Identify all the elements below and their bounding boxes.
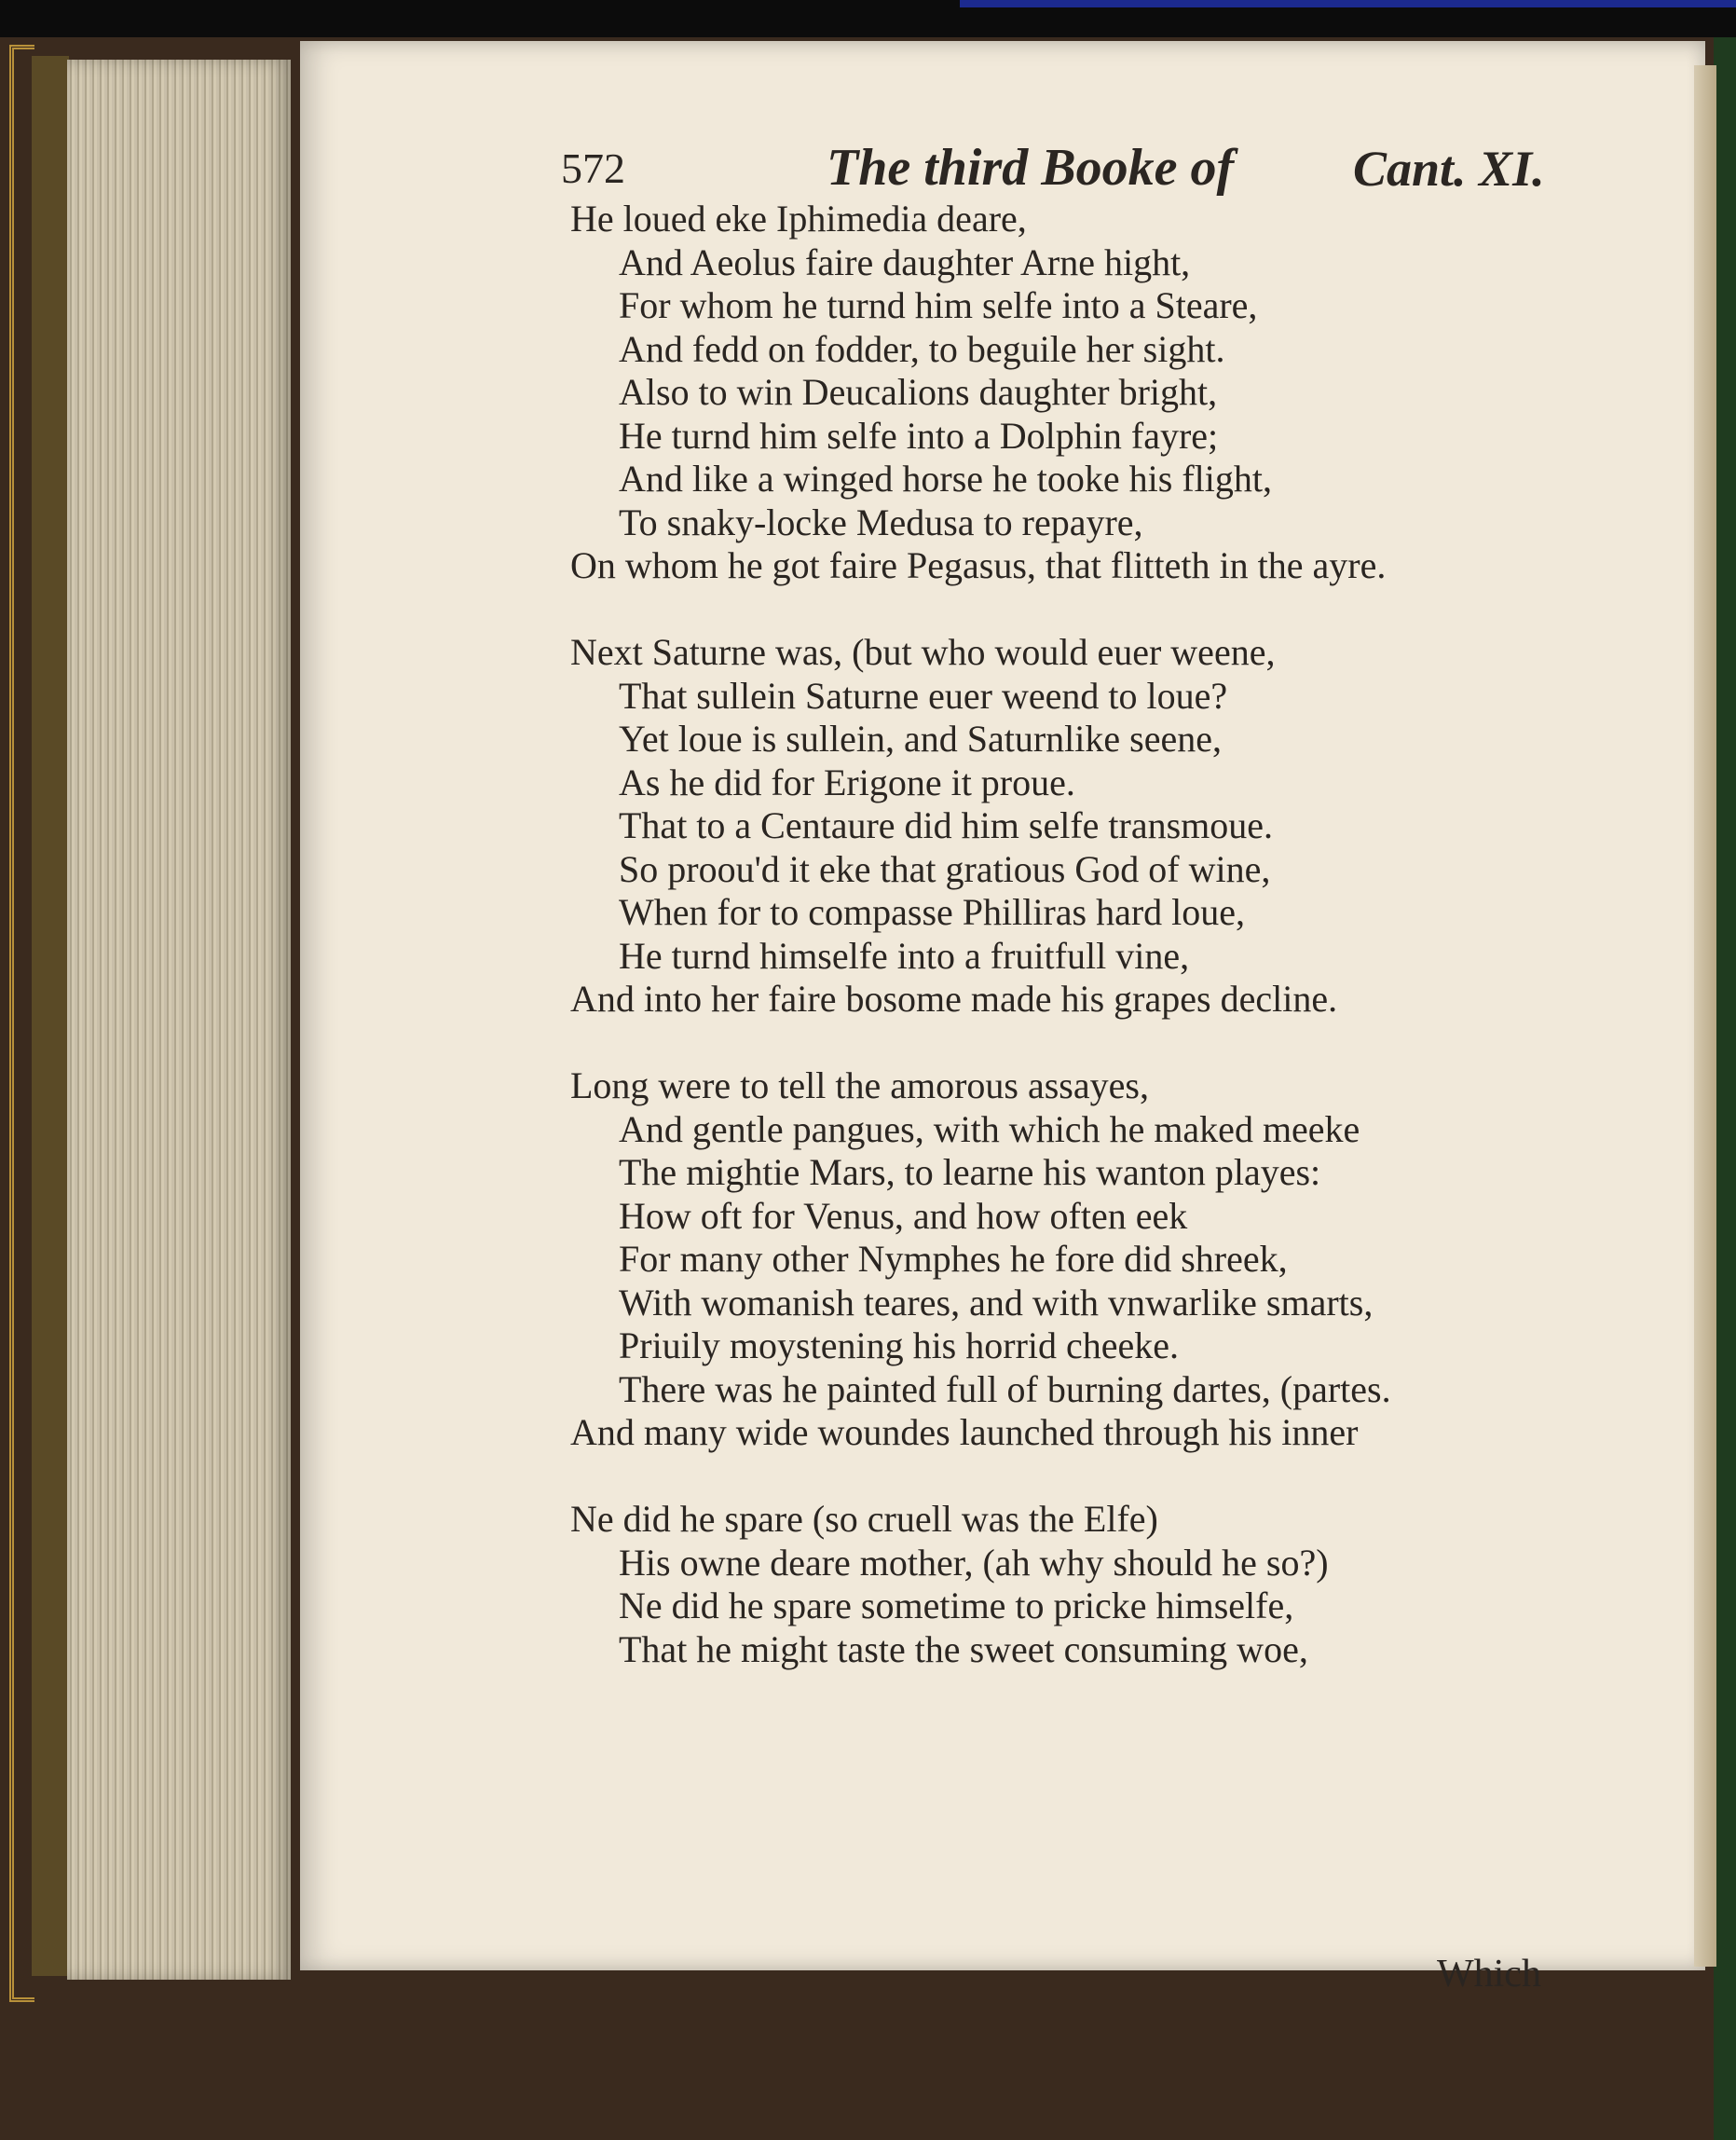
verse-line: There was he painted full of burning dartes, (partes.	[619, 1367, 1391, 1410]
verse-line: When for to compasse Philliras hard loue,	[619, 891, 1246, 933]
verse-line: He turnd himselfe into a fruitfull vine,	[619, 934, 1190, 977]
verse-line: For many other Nymphes he fore did shreek,	[619, 1238, 1288, 1280]
top-dark-strip	[0, 0, 1736, 37]
verse-line: That sullein Saturne euer weend to loue?	[619, 674, 1228, 717]
running-title: The third Booke of	[827, 139, 1235, 197]
page-block-edge	[67, 60, 291, 1980]
verse-line: The mightie Mars, to learne his wanton playes:	[619, 1151, 1321, 1193]
stanza-gap	[570, 1455, 1670, 1499]
canto-label: Cant. XI.	[1353, 141, 1545, 197]
verse-line: For whom he turnd him selfe into a Steare,	[619, 284, 1258, 326]
right-cover-edge	[1714, 37, 1736, 2140]
page-number: 572	[561, 144, 625, 192]
verse-line: And fedd on fodder, to beguile her sight.	[619, 327, 1225, 370]
verse-line: And like a winged horse he tooke his flight,	[619, 458, 1272, 500]
verse-line: Also to win Deucalions daughter bright,	[619, 371, 1218, 413]
verse-line: On whom he got faire Pegasus, that flitteth in the ayre.	[570, 544, 1387, 586]
verse-line: He loued eke Iphimedia deare,	[570, 198, 1027, 240]
verse-line: And many wide woundes launched through his inner	[570, 1411, 1359, 1453]
verse-line: Long were to tell the amorous assayes,	[570, 1064, 1149, 1106]
verse-line: And Aeolus faire daughter Arne hight,	[619, 240, 1191, 283]
verse-line: How oft for Venus, and how often eek	[619, 1194, 1188, 1237]
verse-line: Priuily moystening his horrid cheeke.	[619, 1324, 1180, 1366]
catchword: Which	[1437, 1953, 1541, 1996]
verse-line: So proou'd it eke that gratious God of wine,	[619, 847, 1271, 890]
right-page-edges	[1694, 65, 1716, 1967]
blue-strip	[960, 0, 1736, 7]
verse-line: And into her faire bosome made his grapes decline.	[570, 978, 1338, 1020]
book-page	[300, 41, 1705, 1996]
verse-line: That he might taste the sweet consuming woe,	[619, 1627, 1308, 1670]
verse-line: His owne deare mother, (ah why should he so?)	[619, 1541, 1329, 1584]
page-header	[300, 41, 1705, 197]
stanza-gap	[570, 1022, 1670, 1065]
cover-inner-edge	[32, 56, 69, 1976]
verse-line: As he did for Erigone it proue.	[619, 761, 1075, 803]
verse-line: To snaky-locke Medusa to repayre,	[619, 501, 1143, 543]
gilt-border	[9, 45, 34, 2002]
verse-line: With womanish teares, and with vnwarlike smarts,	[619, 1281, 1374, 1324]
verse-body	[570, 198, 1670, 1671]
stanza-gap	[570, 588, 1670, 632]
verse-line: Ne did he spare sometime to pricke himselfe,	[619, 1584, 1294, 1626]
verse-line: Yet loue is sullein, and Saturnlike seene,	[619, 718, 1222, 760]
verse-line: And gentle pangues, with which he maked meeke	[619, 1107, 1360, 1150]
verse-line: Ne did he spare (so cruell was the Elfe)	[570, 1498, 1158, 1540]
verse-line: Next Saturne was, (but who would euer weene,	[570, 631, 1276, 673]
verse-line: That to a Centaure did him selfe transmoue.	[619, 804, 1274, 846]
verse-line: He turnd him selfe into a Dolphin fayre;	[619, 414, 1219, 457]
